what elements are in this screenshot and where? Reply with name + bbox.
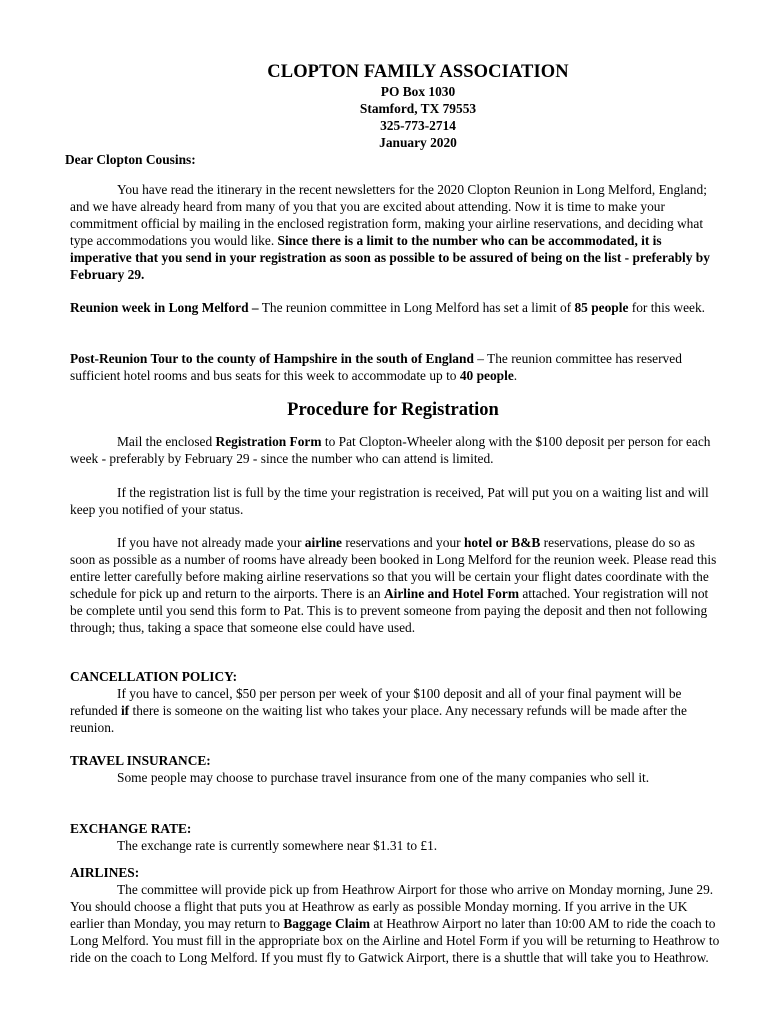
address-line-2: Stamford, TX 79553 bbox=[359, 101, 477, 116]
procedure-paragraph-2 bbox=[70, 484, 720, 518]
salutation: Dear Clopton Cousins: bbox=[65, 152, 196, 167]
procedure-p1-text: Mail the enclosed bbox=[117, 434, 216, 449]
exchange-body bbox=[70, 837, 720, 854]
hotel-bb-label: hotel or B&B bbox=[463, 535, 541, 550]
cancellation-text-end: there is someone on the waiting list who takes your place. Any necessary refunds will be made after the reunion. bbox=[70, 703, 687, 735]
insurance-section bbox=[70, 752, 720, 786]
exchange-text: The exchange rate is currently somewhere near $1.31 to £1. bbox=[117, 838, 438, 853]
reunion-week-text: The reunion committee in Long Melford has set a limit of bbox=[258, 300, 575, 315]
procedure-paragraph-3 bbox=[70, 534, 720, 636]
cancellation-if: if bbox=[120, 703, 130, 718]
procedure-p3-text-2: reservations and your bbox=[341, 535, 464, 550]
procedure-p3-text-4: attached. Your registration will not be complete until you send this form to Pat. This is to prevent someone from paying the deposit and then not following through; thus, taking a space that someone else could have used. bbox=[70, 586, 709, 635]
procedure-paragraph-1 bbox=[70, 433, 720, 467]
post-tour-heading: Post-Reunion Tour to the county of Hampshire in the south of England bbox=[70, 351, 474, 366]
airlines-text-end: at Heathrow Airport no later than 10:00 AM to ride the coach to Long Melford. You must fill in the appropriate box on the Airline and Hotel Form if you will be returning to Heathrow to ride on the coach to Long Melford. If you must fly to Gatwick Airport, there is a shuttle that will take you to Heathrow. bbox=[70, 916, 720, 965]
insurance-body bbox=[70, 769, 720, 786]
airline-label: airline bbox=[304, 535, 342, 550]
cancellation-text: If you have to cancel, $50 per person per week of your $100 deposit and all of your final payment will be refunded bbox=[70, 686, 682, 718]
insurance-heading: TRAVEL INSURANCE: bbox=[70, 753, 211, 768]
procedure-p3-text: If you have not already made your bbox=[117, 535, 305, 550]
post-tour-paragraph bbox=[70, 350, 720, 384]
airlines-body bbox=[70, 881, 720, 966]
reunion-week-paragraph bbox=[70, 299, 720, 316]
intro-paragraph bbox=[70, 181, 720, 283]
reunion-week-heading: Reunion week in Long Melford – bbox=[70, 300, 259, 315]
phone-number: 325-773-2714 bbox=[380, 118, 456, 133]
insurance-text: Some people may choose to purchase travel insurance from one of the many companies who sell it. bbox=[117, 770, 650, 785]
airlines-text: The committee will provide pick up from Heathrow Airport for those who arrive on Monday morning, June 29. You should choose a flight that puts you at Heathrow as early as possible Monday morning. If you arrive in the UK earlier than Monday, you may return to bbox=[70, 882, 714, 931]
procedure-p3-text-3: reservations, please do so as soon as possible as a number of rooms have already been booked in Long Melford for the reunion week. Please read this entire letter carefully before making airline reservations so that you will be certain your flight dates coordinate with the schedule for pick up and return to the airports. There is an bbox=[70, 535, 717, 601]
post-tour-limit: 40 people bbox=[459, 368, 514, 383]
airlines-section bbox=[70, 864, 720, 966]
exchange-heading: EXCHANGE RATE: bbox=[70, 821, 192, 836]
cancellation-body bbox=[70, 685, 720, 736]
post-tour-text-end: . bbox=[513, 368, 518, 383]
association-title: CLOPTON FAMILY ASSOCIATION bbox=[267, 62, 569, 82]
airline-hotel-form-label: Airline and Hotel Form bbox=[383, 586, 519, 601]
procedure-p1-text-end: to Pat Clopton-Wheeler along with the $100 deposit per person for each week - preferably by February 29 - since the number who can attend is limited. bbox=[70, 434, 711, 466]
registration-form-label: Registration Form bbox=[215, 434, 322, 449]
cancellation-section bbox=[70, 668, 720, 736]
intro-bold-text: Since there is a limit to the number who can be accommodated, it is imperative that you send in your registration as soon as possible to be assured of being on the list - preferably by February 29. bbox=[70, 233, 710, 282]
letter-date: January 2020 bbox=[379, 135, 457, 150]
reunion-week-limit: 85 people bbox=[574, 300, 629, 315]
procedure-heading: Procedure for Registration bbox=[287, 400, 499, 420]
cancellation-heading: CANCELLATION POLICY: bbox=[70, 669, 238, 684]
reunion-week-text-end: for this week. bbox=[628, 300, 705, 315]
post-tour-text: – The reunion committee has reserved sufficient hotel rooms and bus seats for this week to accommodate up to bbox=[70, 351, 682, 383]
procedure-p2-text: If the registration list is full by the time your registration is received, Pat will put you on a waiting list and will keep you notified of your status. bbox=[70, 485, 709, 517]
airlines-heading: AIRLINES: bbox=[70, 865, 140, 880]
exchange-section bbox=[70, 820, 720, 854]
intro-text: You have read the itinerary in the recent newsletters for the 2020 Clopton Reunion in Long Melford, England; and we have already heard from many of you that you are excited about attending. Now it is time to make your commitment official by mailing in the enclosed registration form, making your airline reservations, and deciding what type accommodations you would like. bbox=[70, 182, 707, 248]
address-line-1: PO Box 1030 bbox=[380, 84, 456, 99]
baggage-claim-label: Baggage Claim bbox=[283, 916, 370, 931]
